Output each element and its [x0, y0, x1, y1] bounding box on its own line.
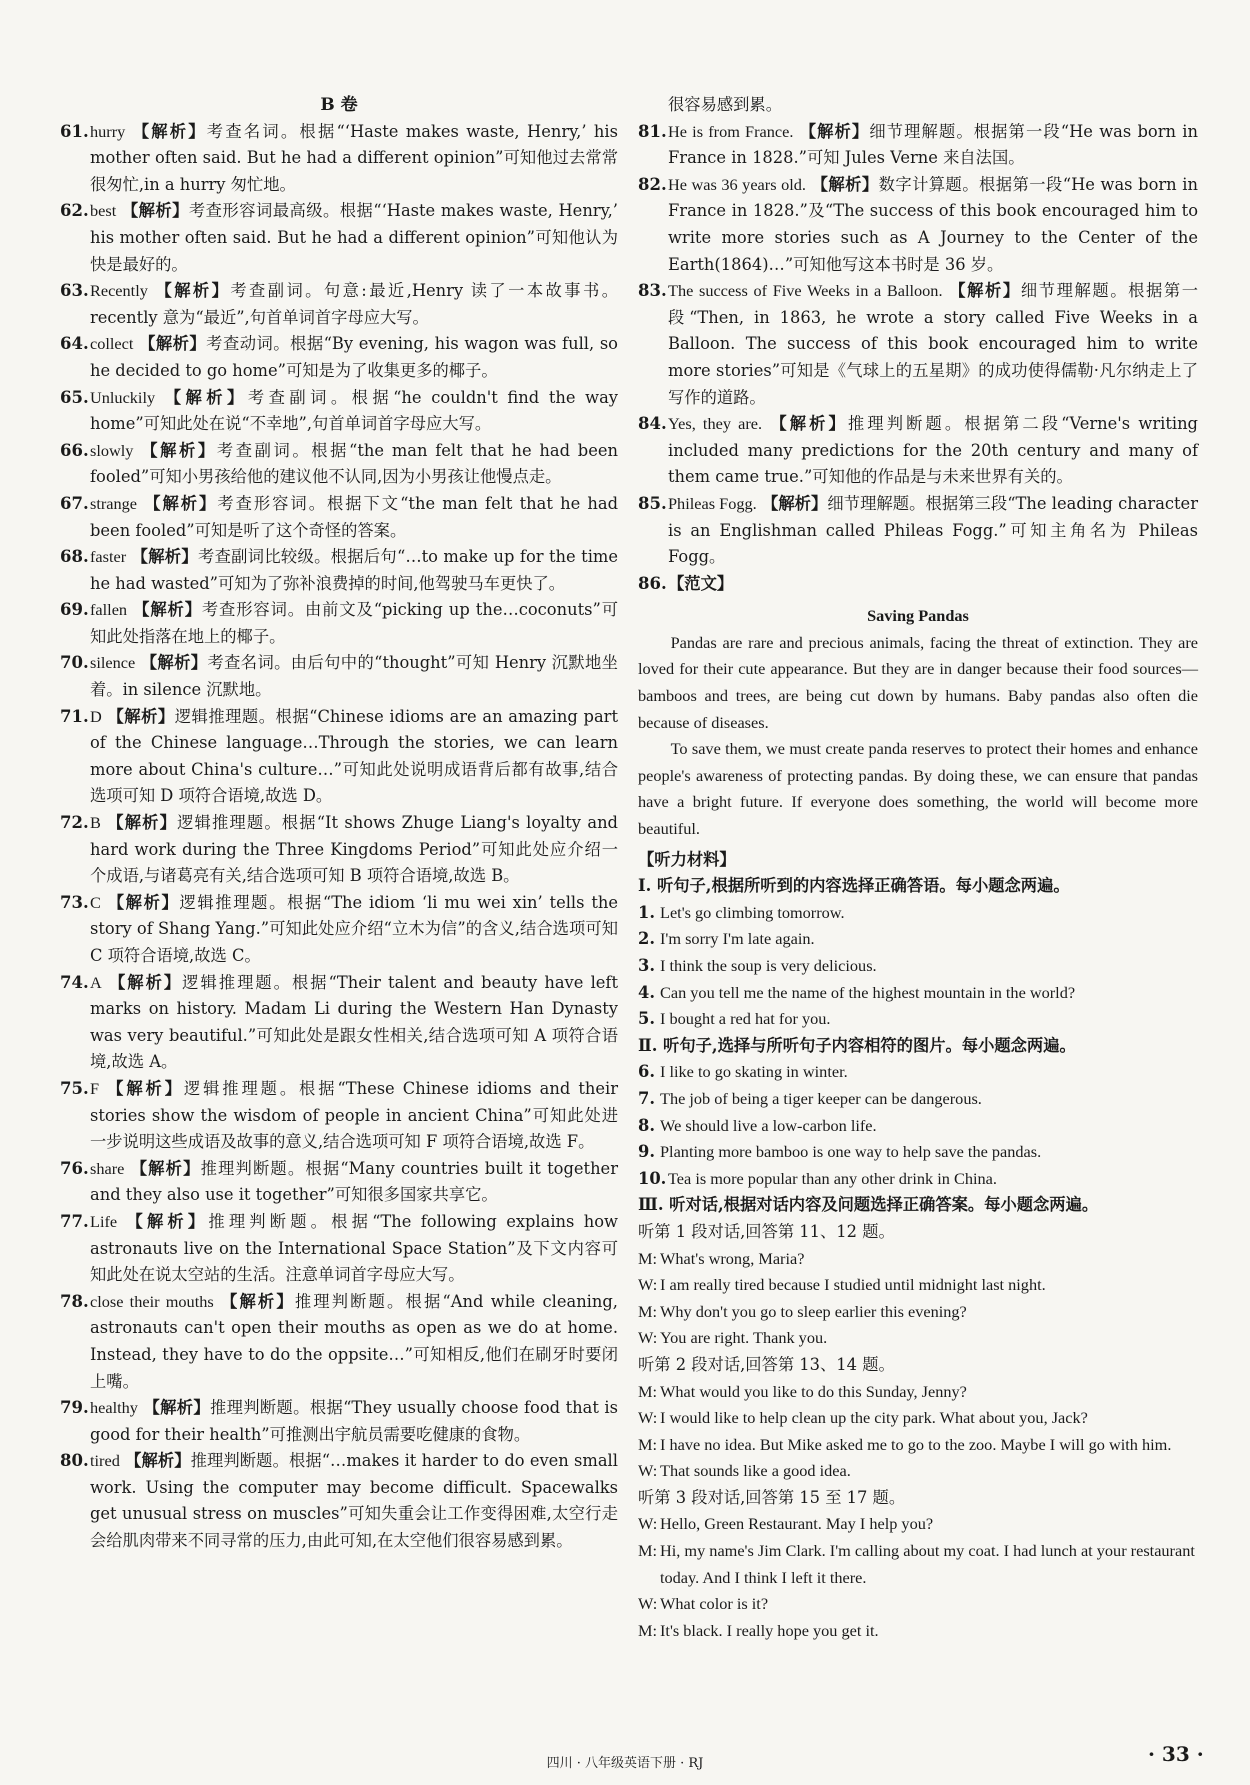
analysis-tag: 【解析】 [108, 972, 183, 992]
item-number: 76. [60, 1158, 89, 1178]
answer-item [60, 119, 618, 199]
analysis-tag: 【解析】 [761, 493, 828, 513]
answer-item [60, 331, 618, 384]
listening-sentence [638, 926, 1198, 953]
listening-material [638, 847, 1198, 1645]
utterance: It's black. I really hope you get it. [660, 1620, 879, 1640]
dialogue-line [638, 1272, 1198, 1299]
utterance: Hello, Green Restaurant. May I help you? [660, 1514, 934, 1534]
dialogue-header: 听第 1 段对话,回答第 11、12 题。 [638, 1221, 895, 1241]
page-footer: 四川 · 八年级英语下册 · RJ [546, 1756, 704, 1771]
item-body [90, 491, 618, 544]
item-answer: He was 36 years old. [668, 174, 806, 194]
listening-sentence [638, 1059, 1198, 1086]
item-body [90, 438, 618, 491]
item-body [90, 198, 618, 278]
dialogue-line [638, 1246, 1198, 1273]
listening-dialogues [638, 1219, 1198, 1645]
analysis-tag: 【解析】 [155, 281, 231, 301]
item-answer: faster [90, 547, 127, 567]
item-number: 67. [60, 493, 89, 513]
utterance: What's wrong, Maria? [660, 1248, 805, 1268]
answer-item [638, 119, 1198, 172]
utterance: What would you like to do this Sunday, Jenny? [660, 1381, 967, 1401]
item-number: 66. [60, 440, 89, 460]
item-answer: F [90, 1078, 100, 1098]
sentence-number: 2. [638, 929, 655, 949]
analysis-text: 细节理解题。根据第一段“He was born in France in 1828.”可知 Jules Verne 来自法国。 [668, 121, 1198, 168]
utterance: Hi, my name's Jim Clark. I'm calling about my coat. I had lunch at your restaurant today. And I think I left it there. [660, 1541, 1195, 1587]
utterance: I would like to help clean up the city park. What about you, Jack? [660, 1408, 1088, 1428]
analysis-text: 逻辑推理题。根据“It shows Zhuge Liang's loyalty and hard work during the Three Kingdoms Period”可知此处应介绍一个成语,与诸葛亮有关,结合选项可知 B 项符合语境,故选 B。 [90, 813, 618, 886]
answer-item [60, 544, 618, 597]
analysis-tag: 【解析】 [221, 1291, 295, 1311]
answer-item [60, 1448, 618, 1554]
item-answer: Recently [90, 281, 148, 301]
speaker: M: [638, 1434, 658, 1454]
listening-sentence [638, 1139, 1198, 1166]
answer-item [60, 704, 618, 810]
utterance: What color is it? [660, 1594, 769, 1614]
analysis-tag: 【解析】 [130, 1158, 201, 1178]
answer-list-right [638, 119, 1198, 571]
item-number: 72. [60, 813, 89, 833]
item-number: 81. [638, 121, 667, 141]
sentence-number: 10. [638, 1168, 667, 1188]
analysis-text: 考查副词。句意:最近,Henry 读了一本故事书。recently 意为“最近”,句首单词首字母应大写。 [90, 281, 618, 327]
item-body [90, 331, 618, 384]
analysis-text: 推理判断题。根据“And while cleaning, astronauts can't open their mouths as open as we do at home. Instead, they have to do the oppsite…”可知相反,他们在刷牙时要闭上嘴。 [90, 1291, 618, 1391]
analysis-tag: 【解析】 [143, 1398, 210, 1418]
essay-number: 86. [638, 573, 667, 593]
item-answer: D [90, 706, 102, 726]
essay-paragraph: Pandas are rare and precious animals, facing the threat of extinction. They are loved for their cute appearance. But they are in danger because their food sources—bamboos and trees, are being cut down by humans. Baby pandas also often die because of diseases. [638, 632, 1198, 732]
item-answer: silence [90, 653, 136, 673]
item-answer: Life [90, 1211, 118, 1231]
answer-item [60, 438, 618, 491]
utterance: I am really tired because I studied until midnight last night. [660, 1275, 1046, 1295]
dialogue-line [638, 1591, 1198, 1618]
dialogue-header: 听第 3 段对话,回答第 15 至 17 题。 [638, 1487, 906, 1507]
item-body [90, 385, 618, 438]
sentence-number: 6. [638, 1062, 655, 1082]
analysis-tag: 【解析】 [107, 706, 175, 726]
speaker: M: [638, 1248, 658, 1268]
answer-item [638, 411, 1198, 491]
speaker: M: [638, 1381, 658, 1401]
listening-part1-title: Ⅰ. 听句子,根据所听到的内容选择正确答语。每小题念两遍。 [638, 876, 1070, 896]
item-body [90, 544, 618, 597]
item-answer: C [90, 892, 101, 912]
item-body [90, 1209, 618, 1289]
answer-item [60, 385, 618, 438]
listening-sentence [638, 1113, 1198, 1140]
essay-title: Saving Pandas [867, 606, 969, 626]
listening-part1-list [638, 900, 1198, 1033]
sentence-text: The job of being a tiger keeper can be dangerous. [660, 1088, 982, 1108]
analysis-tag: 【解析】 [125, 1451, 191, 1471]
listening-sentence [638, 980, 1198, 1007]
utterance: I have no idea. But Mike asked me to go to the zoo. Maybe I will go with him. [660, 1434, 1172, 1454]
item-number: 80. [60, 1451, 89, 1471]
item-body [90, 1076, 618, 1156]
answer-item [638, 172, 1198, 278]
item-body [668, 411, 1198, 491]
sentence-number: 3. [638, 956, 655, 975]
item-number: 79. [60, 1398, 89, 1418]
analysis-text: 考查形容词。由前文及“picking up the…coconuts”可知此处指落在地上的椰子。 [90, 600, 618, 646]
analysis-text: 推理判断题。根据“…makes it harder to do even small work. Using the computer may become difficult. Spacewalks get unusual stress on muscles”可知失重会让工作变得困难,太空行走会给肌肉带来不同寻常的压力,由此可知,在太空他们很容易感到累。 [90, 1451, 618, 1551]
analysis-tag: 【解析】 [121, 201, 189, 221]
item-number: 78. [60, 1291, 89, 1311]
analysis-text: 逻辑推理题。根据“Their talent and beauty have left marks on history. Madam Li during the Western Han Dynasty was very beautiful.”可知此处是跟女性相关,结合选项可知 A 项符合语境,故选 A。 [90, 972, 618, 1072]
analysis-text: 考查名词。由后句中的“thought”可知 Henry 沉默地坐着。in silence 沉默地。 [90, 653, 618, 700]
item-number: 77. [60, 1211, 89, 1231]
dialogue-line [638, 1432, 1198, 1459]
listening-sentence [638, 900, 1198, 927]
item-answer: collect [90, 334, 134, 354]
right-column [638, 92, 1198, 1644]
essay-label: 【范文】 [668, 573, 734, 593]
analysis-tag: 【解析】 [141, 440, 217, 460]
item-body [90, 1289, 618, 1395]
item-answer: He is from France. [668, 121, 794, 141]
listening-part2-list [638, 1059, 1198, 1192]
analysis-text: 考查形容词最高级。根据“‘Haste makes waste, Henry,’ his mother often said. But he had a different opinion”可知他认为快是最好的。 [90, 201, 618, 274]
item-number: 69. [60, 600, 89, 620]
analysis-text: 推理判断题。根据“Many countries built it together and they also use it together”可知很多国家共享它。 [90, 1158, 618, 1205]
listening-part3-title: Ⅲ. 听对话,根据对话内容及问题选择正确答案。每小题念两遍。 [638, 1195, 1099, 1215]
answer-item [638, 278, 1198, 411]
answer-item [60, 1076, 618, 1156]
answer-item [60, 970, 618, 1076]
answer-item [60, 650, 618, 703]
item-body [90, 890, 618, 970]
item-answer: Phileas Fogg. [668, 493, 757, 513]
analysis-text: 考查副词比较级。根据后句“…to make up for the time he had wasted”可知为了弥补浪费掉的时间,他驾驶马车更快了。 [90, 547, 618, 593]
item-number: 65. [60, 387, 89, 407]
item-body [668, 172, 1198, 278]
dialogue-line [638, 1325, 1198, 1352]
listening-header: 【听力材料】 [638, 849, 736, 869]
item-number: 73. [60, 892, 89, 912]
analysis-text: 数字计算题。根据第一段“He was born in France in 1828.”及“The success of this book encouraged him to write more stories such as A Journey to the Center of the Earth(1864)…”可知他写这本书时是 36 岁。 [668, 174, 1198, 274]
item-body [90, 970, 618, 1076]
item-number: 64. [60, 334, 89, 354]
speaker: W: [638, 1594, 658, 1614]
dialogue-line [638, 1379, 1198, 1406]
answer-item [638, 491, 1198, 571]
sentence-text: Let's go climbing tomorrow. [660, 902, 845, 922]
listening-part2-title: Ⅱ. 听句子,选择与所听句子内容相符的图片。每小题念两遍。 [638, 1035, 1076, 1055]
analysis-tag: 【解析】 [140, 653, 208, 673]
analysis-text: 推理判断题。根据“The following explains how astronauts live on the International Space Station”及下文内容可知此处在说太空站的生活。注意单词首字母应大写。 [90, 1211, 618, 1285]
speaker: M: [638, 1301, 658, 1321]
item-body [90, 119, 618, 199]
item-number: 75. [60, 1078, 89, 1098]
item-number: 61. [60, 121, 89, 141]
speaker: W: [638, 1408, 658, 1428]
item-body [90, 1395, 618, 1448]
sentence-number: 5. [638, 1009, 655, 1029]
sentence-number: 1. [638, 902, 655, 922]
item-body [90, 278, 618, 331]
sentence-text: I think the soup is very delicious. [660, 956, 877, 975]
speaker: W: [638, 1461, 658, 1481]
item-answer: healthy [90, 1398, 138, 1418]
item-body [668, 491, 1198, 571]
item-number: 63. [60, 281, 89, 301]
analysis-tag: 【解析】 [799, 121, 870, 141]
analysis-tag: 【解析】 [164, 387, 248, 407]
analysis-text: 逻辑推理题。根据“Chinese idioms are an amazing part of the Chinese language…Through the stories, we can learn more about China's culture…”可知此处说明成语背后都有故事,结合选项可知 D 项符合语境,故选 D。 [90, 706, 618, 806]
analysis-tag: 【解析】 [133, 600, 202, 620]
item-number: 83. [638, 281, 667, 301]
analysis-text: 考查动词。根据“By evening, his wagon was full, so he decided to go home”可知是为了收集更多的椰子。 [90, 334, 618, 380]
item-answer: strange [90, 493, 138, 513]
item-number: 85. [638, 493, 667, 513]
analysis-text: 考查名词。根据“‘Haste makes waste, Henry,’ his mother often said. But he had a different opinion”可知他过去常常很匆忙,in a hurry 匆忙地。 [90, 121, 618, 194]
answer-item [60, 810, 618, 890]
analysis-tag: 【解析】 [107, 1078, 184, 1098]
analysis-tag: 【解析】 [144, 493, 218, 513]
left-column [60, 92, 618, 1555]
answer-continuation: 很容易感到累。 [668, 95, 782, 114]
utterance: That sounds like a good idea. [660, 1461, 851, 1481]
analysis-text: 推理判断题。根据第二段“Verne's writing included many predictions for the 20th century and many of them came true.”可知他的作品是与未来世界有关的。 [668, 414, 1198, 487]
answer-item [60, 1156, 618, 1209]
answer-item [60, 597, 618, 650]
item-body [90, 650, 618, 703]
item-answer: fallen [90, 600, 128, 620]
analysis-text: 细节理解题。根据第三段“The leading character is an Englishman called Phileas Fogg.”可知主角名为 Phileas Fogg。 [668, 493, 1198, 567]
item-body [90, 1448, 618, 1554]
item-answer: The success of Five Weeks in a Balloon. [668, 281, 943, 301]
sentence-text: Tea is more popular than any other drink in China. [668, 1168, 997, 1188]
answer-item [60, 1209, 618, 1289]
speaker: M: [638, 1620, 658, 1640]
essay-paragraph: To save them, we must create panda reserves to protect their homes and enhance people's awareness of protecting pandas. By doing these, we can ensure that pandas have a bright future. If everyone does something, the world will become more beautiful. [638, 739, 1198, 839]
sentence-text: I like to go skating in winter. [660, 1062, 848, 1082]
dialogue-line [638, 1618, 1198, 1645]
item-number: 62. [60, 201, 89, 221]
dialogue-line [638, 1511, 1198, 1538]
answer-item [60, 278, 618, 331]
analysis-text: 考查形容词。根据下文“the man felt that he had been fooled”可知是听了这个奇怪的答案。 [90, 493, 618, 540]
utterance: Why don't you go to sleep earlier this evening? [660, 1301, 967, 1321]
analysis-tag: 【解析】 [139, 334, 207, 354]
utterance: You are right. Thank you. [660, 1328, 828, 1348]
sentence-number: 7. [638, 1088, 655, 1108]
item-answer: best [90, 201, 117, 221]
item-body [668, 278, 1198, 411]
page-number: · 33 · [1148, 1742, 1204, 1766]
item-body [90, 704, 618, 810]
sentence-text: We should live a low-carbon life. [660, 1115, 877, 1135]
listening-sentence [638, 953, 1198, 980]
dialogue-line [638, 1538, 1198, 1591]
item-answer: Yes, they are. [668, 414, 763, 434]
section-title: B 卷 [320, 95, 358, 115]
sentence-number: 4. [638, 982, 655, 1002]
speaker: W: [638, 1275, 658, 1295]
listening-sentence [638, 1086, 1198, 1113]
item-answer: close their mouths [90, 1291, 214, 1311]
item-number: 84. [638, 414, 667, 434]
essay [638, 571, 1198, 843]
sentence-number: 8. [638, 1115, 655, 1135]
analysis-tag: 【解析】 [131, 547, 198, 567]
item-body [90, 597, 618, 650]
analysis-text: 考查副词。根据“he couldn't find the way home”可知此处在说“不幸地”,句首单词首字母应大写。 [90, 387, 618, 434]
answer-item [60, 1395, 618, 1448]
analysis-tag: 【解析】 [107, 892, 180, 912]
item-number: 82. [638, 174, 667, 194]
analysis-tag: 【解析】 [811, 174, 879, 194]
item-answer: B [90, 813, 101, 833]
answer-item [60, 198, 618, 278]
sentence-text: Planting more bamboo is one way to help save the pandas. [660, 1142, 1042, 1162]
item-answer: share [90, 1158, 125, 1178]
item-number: 74. [60, 972, 89, 992]
sentence-text: Can you tell me the name of the highest mountain in the world? [660, 982, 1076, 1002]
speaker: M: [638, 1541, 658, 1561]
sentence-text: I'm sorry I'm late again. [660, 929, 815, 949]
dialogue-line [638, 1405, 1198, 1432]
item-answer: tired [90, 1451, 120, 1471]
item-body [90, 810, 618, 890]
listening-sentence [638, 1166, 1198, 1193]
analysis-text: 逻辑推理题。根据“The idiom ‘li mu wei xin’ tells the story of Shang Yang.”可知此处应介绍“立木为信”的含义,结合选项可知 C 项符合语境,故选 C。 [90, 892, 618, 965]
item-answer: Unluckily [90, 387, 156, 407]
item-number: 71. [60, 706, 89, 726]
sentence-text: I bought a red hat for you. [660, 1009, 831, 1029]
analysis-text: 考查副词。根据“the man felt that he had been fooled”可知小男孩给他的建议他不认同,因为小男孩让他慢点走。 [90, 440, 618, 487]
speaker: W: [638, 1514, 658, 1534]
item-number: 70. [60, 653, 89, 673]
answer-item [60, 1289, 618, 1395]
item-answer: slowly [90, 440, 134, 460]
item-answer: A [90, 972, 102, 992]
answer-item [60, 491, 618, 544]
item-body [668, 119, 1198, 172]
dialogue-line [638, 1299, 1198, 1326]
item-body [90, 1156, 618, 1209]
answer-item [60, 890, 618, 970]
analysis-text: 细节理解题。根据第一段“Then, in 1863, he wrote a story called Five Weeks in a Balloon. The success of this book encouraged him to write more stories”可知是《气球上的五星期》的成功使得儒勒·凡尔纳走上了写作的道路。 [668, 281, 1198, 407]
analysis-tag: 【解析】 [949, 281, 1021, 301]
speaker: W: [638, 1328, 658, 1348]
dialogue-header: 听第 2 段对话,回答第 13、14 题。 [638, 1354, 895, 1374]
analysis-tag: 【解析】 [107, 813, 178, 833]
dialogue-line [638, 1458, 1198, 1485]
listening-sentence [638, 1006, 1198, 1033]
item-number: 68. [60, 547, 89, 567]
sentence-number: 9. [638, 1142, 655, 1162]
analysis-text: 逻辑推理题。根据“These Chinese idioms and their stories show the wisdom of people in ancient China”可知此处进一步说明这些成语及故事的意义,结合选项可知 F 项符合语境,故选 F。 [90, 1078, 618, 1152]
analysis-text: 推理判断题。根据“They usually choose food that is good for their health”可推测出宇航员需要吃健康的食物。 [90, 1398, 618, 1444]
analysis-tag: 【解析】 [770, 414, 848, 434]
analysis-tag: 【解析】 [132, 121, 207, 141]
analysis-tag: 【解析】 [126, 1211, 209, 1231]
item-answer: hurry [90, 121, 126, 141]
answer-list-left [60, 119, 618, 1555]
